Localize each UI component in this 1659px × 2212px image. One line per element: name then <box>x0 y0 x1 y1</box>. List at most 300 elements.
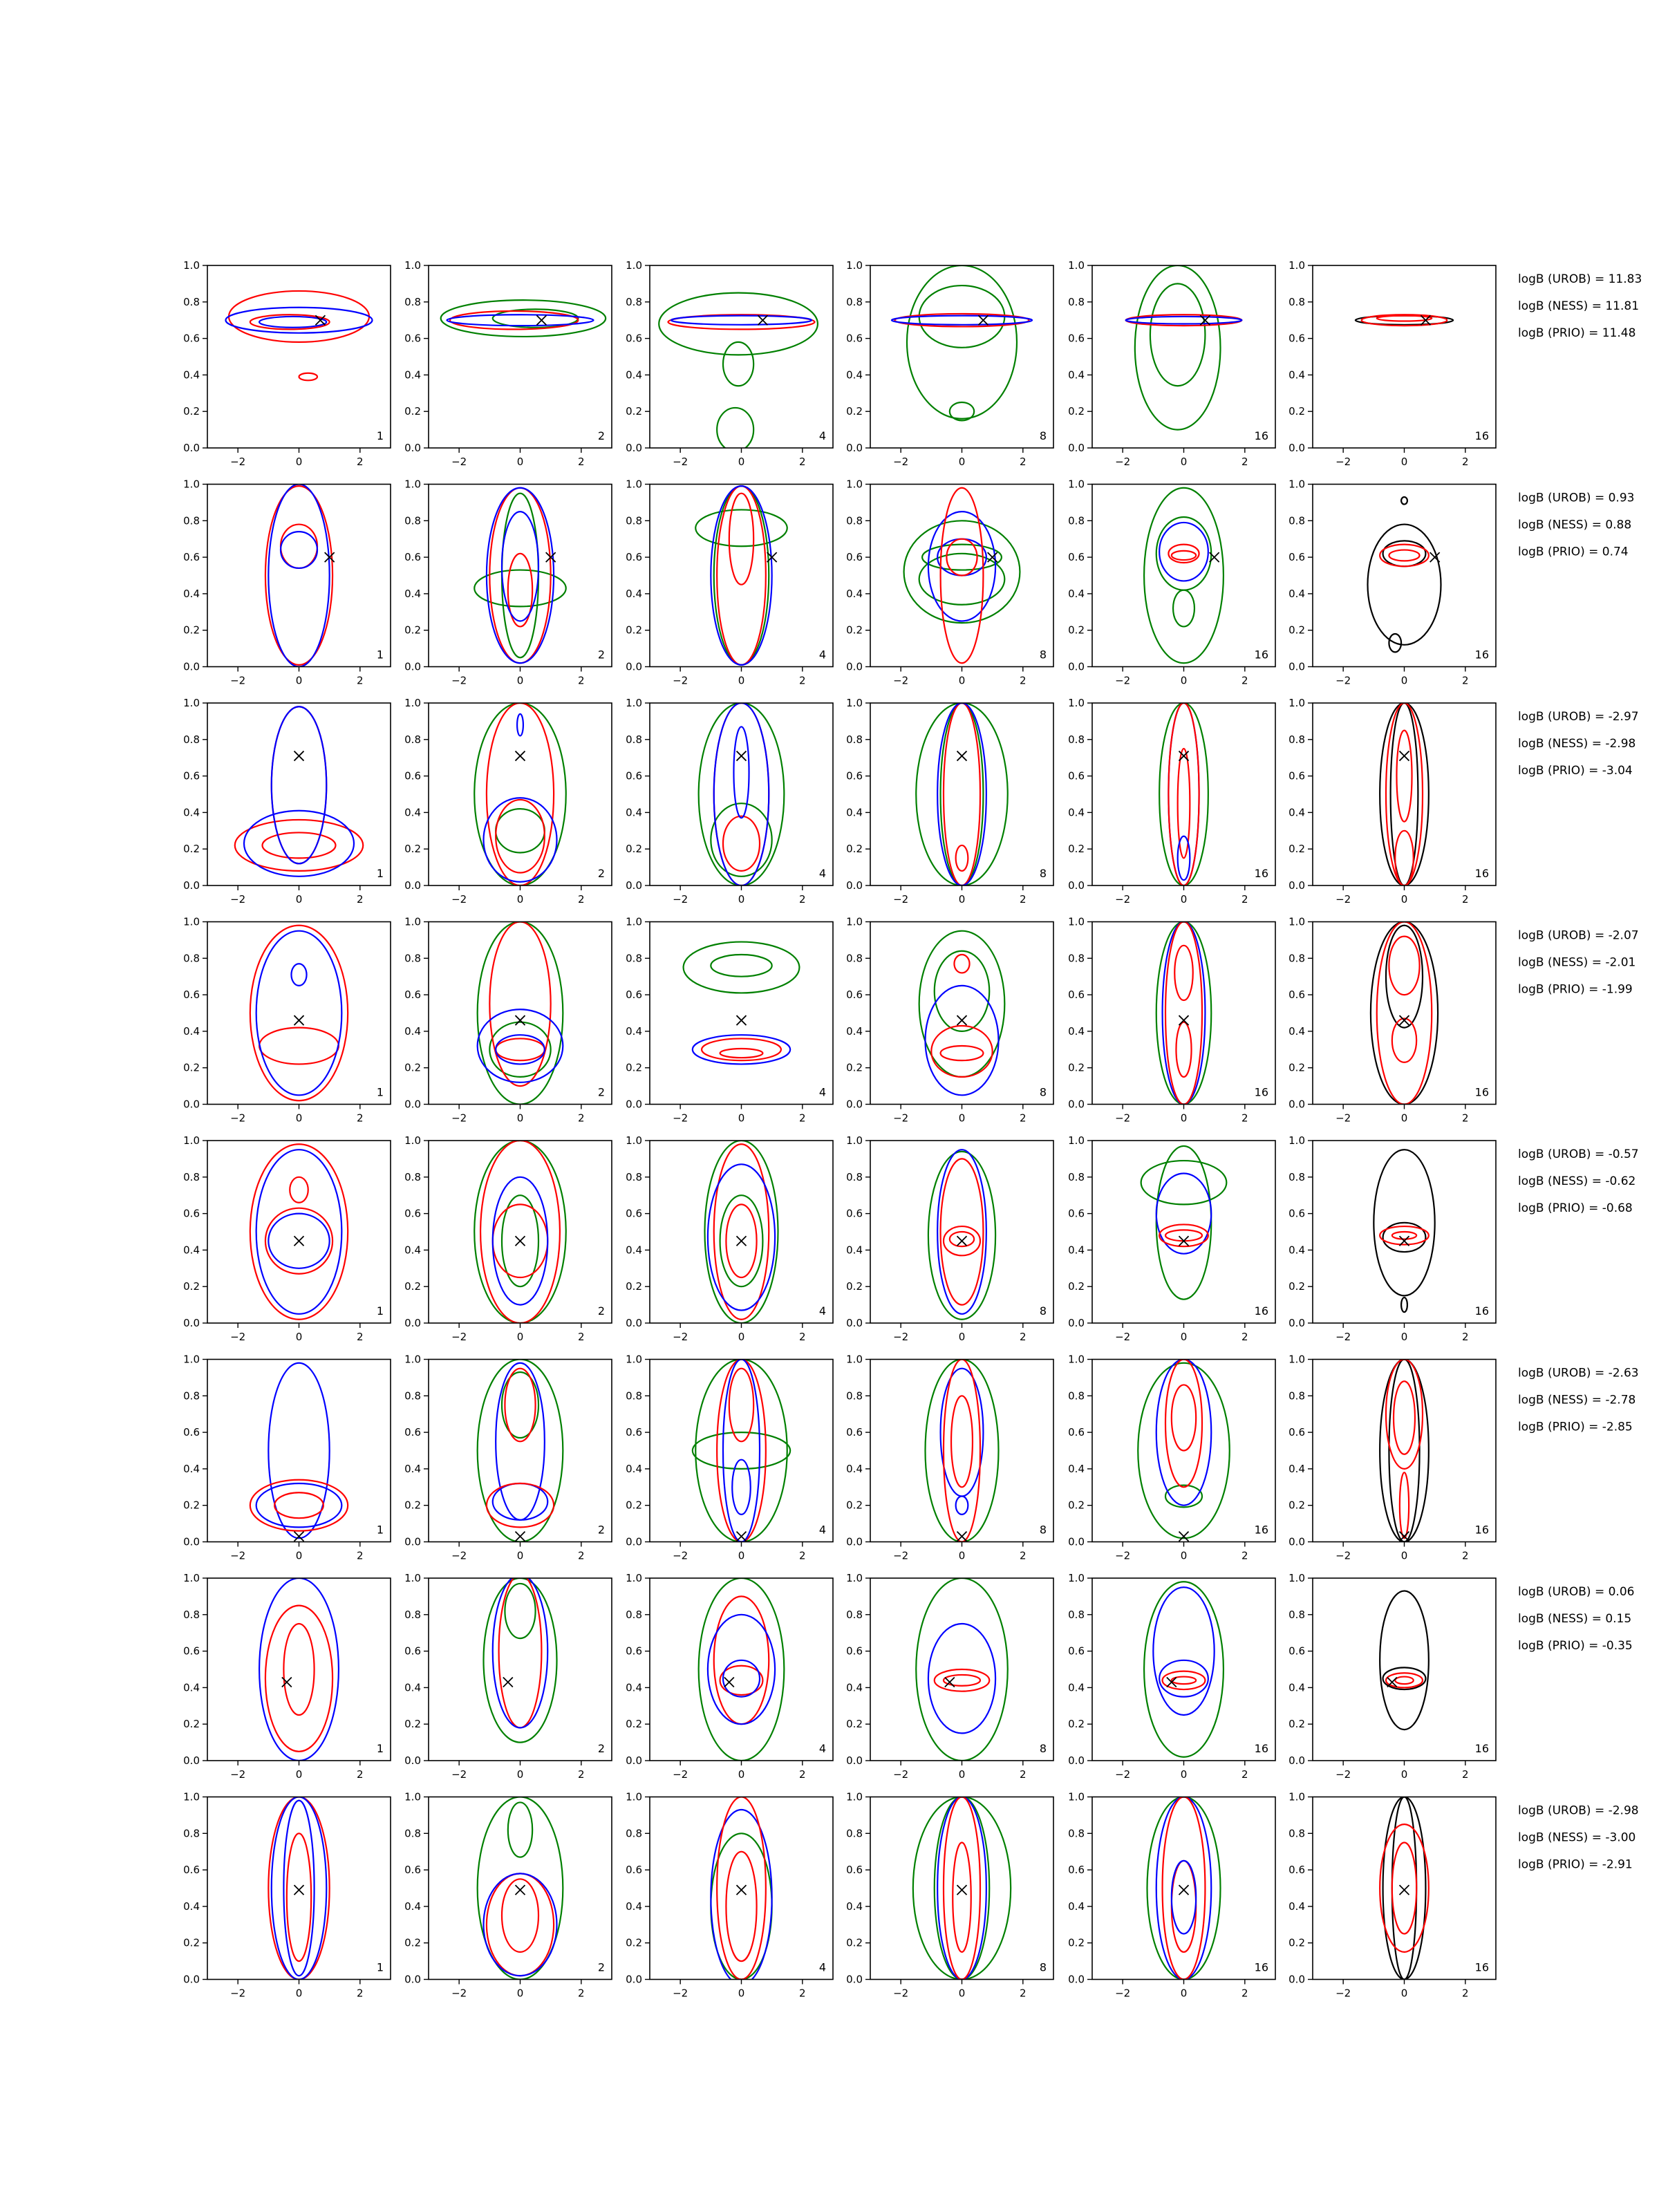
contour-blue <box>733 727 749 818</box>
y-tick-label: 0.2 <box>1288 1061 1305 1074</box>
contour-green <box>705 1141 778 1323</box>
axes-frame <box>650 703 833 885</box>
contour-red <box>265 1606 332 1752</box>
y-tick-label: 1.0 <box>846 1134 863 1147</box>
logb-annotation: logB (UROB) = -2.07 <box>1518 928 1639 943</box>
y-tick-label: 0.4 <box>626 1900 642 1913</box>
y-tick-label: 1.0 <box>1288 1353 1305 1366</box>
x-tick-label: −2 <box>893 1768 909 1781</box>
x-tick-label: −2 <box>230 1549 246 1562</box>
x-tick-label: 2 <box>357 674 364 687</box>
logb-annotation: logB (UROB) = 0.06 <box>1518 1585 1635 1599</box>
y-tick-label: 0.2 <box>1288 624 1305 637</box>
contour-red <box>250 1480 348 1531</box>
y-tick-label: 0.2 <box>404 1280 421 1293</box>
y-tick-label: 0.8 <box>1068 1827 1085 1840</box>
x-tick-label: 0 <box>958 1112 966 1125</box>
contour-green <box>1144 488 1224 663</box>
contour-blue <box>1172 1861 1196 1934</box>
contour-group <box>1138 1359 1230 1538</box>
contour-group <box>1156 922 1212 1105</box>
y-tick-label: 0.6 <box>626 988 642 1002</box>
y-tick-label: 0.4 <box>1068 1462 1085 1475</box>
y-tick-label: 0.4 <box>1068 1024 1085 1038</box>
x-tick-label: 0 <box>516 674 524 687</box>
axes-frame <box>650 485 833 667</box>
subplot-panel <box>1068 1134 1275 1343</box>
axes-frame <box>870 703 1053 885</box>
y-tick-label: 0.0 <box>846 1317 863 1329</box>
axes-frame <box>207 922 391 1105</box>
y-tick-label: 0.4 <box>846 806 863 819</box>
contour-red <box>265 486 332 665</box>
x-tick-label: 2 <box>799 893 806 906</box>
y-tick-label: 0.0 <box>626 879 642 892</box>
y-tick-label: 0.6 <box>404 769 421 782</box>
true-value-marker <box>737 1532 747 1541</box>
true-value-marker <box>945 1677 955 1687</box>
contour-red <box>489 922 550 1087</box>
y-tick-label: 0.6 <box>1068 1864 1085 1877</box>
logb-annotation: logB (PRIO) = -0.35 <box>1518 1639 1633 1653</box>
y-tick-label: 1.0 <box>404 915 421 928</box>
x-tick-label: −2 <box>451 893 467 906</box>
x-tick-label: 2 <box>357 1768 364 1781</box>
contour-red <box>1377 922 1432 1105</box>
logb-annotation: logB (PRIO) = -2.85 <box>1518 1420 1633 1434</box>
contour-red <box>283 1624 314 1715</box>
x-tick-label: −2 <box>1335 1331 1351 1343</box>
contour-group <box>1380 1797 1429 1980</box>
y-tick-label: 0.0 <box>1288 1535 1305 1548</box>
contour-green <box>1156 1146 1212 1300</box>
contour-green <box>695 509 787 546</box>
contour-red <box>714 1144 769 1319</box>
axes-frame <box>207 1797 391 1980</box>
y-tick-label: 0.8 <box>183 1389 200 1403</box>
subplot-panel <box>626 1572 833 1781</box>
contour-black <box>1386 926 1423 1028</box>
y-tick-label: 0.2 <box>183 624 200 637</box>
contour-red <box>1389 937 1419 995</box>
x-tick-label: 2 <box>357 456 364 468</box>
x-tick-label: 2 <box>799 674 806 687</box>
y-tick-label: 1.0 <box>183 1790 200 1803</box>
subplot-panel <box>1288 697 1496 906</box>
y-tick-label: 0.4 <box>846 1900 863 1913</box>
subplot-panel <box>1068 916 1275 1125</box>
contour-red <box>950 1232 974 1246</box>
contour-group <box>478 922 563 1105</box>
y-tick-label: 0.4 <box>183 1024 200 1038</box>
true-value-marker <box>737 1236 747 1246</box>
panel-label: 1 <box>376 1304 384 1318</box>
contour-red <box>720 1666 763 1695</box>
logb-annotation: logB (NESS) = -0.62 <box>1518 1174 1636 1188</box>
contour-red <box>489 488 550 663</box>
contour-red <box>1389 550 1419 561</box>
y-tick-label: 0.0 <box>846 1973 863 1986</box>
contour-green <box>711 803 771 877</box>
logb-annotation: logB (NESS) = -2.98 <box>1518 737 1636 751</box>
true-value-marker <box>1400 1885 1409 1895</box>
y-tick-label: 1.0 <box>626 478 642 491</box>
y-tick-label: 0.0 <box>1288 1754 1305 1767</box>
contour-blue <box>708 1615 775 1724</box>
x-tick-label: 0 <box>516 1549 524 1562</box>
subplot-panel <box>846 1791 1053 2000</box>
y-tick-label: 0.0 <box>404 1098 421 1111</box>
y-tick-label: 0.6 <box>1288 332 1305 345</box>
panel-label: 8 <box>1039 648 1047 662</box>
x-tick-label: 0 <box>958 674 966 687</box>
x-tick-label: 0 <box>1180 1987 1188 2000</box>
x-tick-label: 0 <box>738 893 745 906</box>
contour-blue <box>291 964 306 986</box>
x-tick-label: −2 <box>1335 674 1351 687</box>
true-value-marker <box>957 1236 967 1246</box>
panel-label: 16 <box>1474 1085 1489 1099</box>
contour-green <box>684 942 800 993</box>
subplot-panel <box>404 1134 612 1343</box>
y-tick-label: 0.8 <box>626 1170 642 1183</box>
contour-black <box>1389 1360 1419 1542</box>
y-tick-label: 0.4 <box>404 1244 421 1257</box>
y-tick-label: 1.0 <box>846 478 863 491</box>
contour-red <box>1395 831 1414 885</box>
y-tick-label: 0.2 <box>626 1718 642 1731</box>
contour-green <box>1144 1582 1224 1756</box>
true-value-marker <box>1179 1015 1189 1025</box>
contour-green <box>502 494 538 658</box>
contour-group <box>659 293 818 452</box>
y-tick-label: 0.4 <box>1068 368 1085 382</box>
x-tick-label: −2 <box>451 1768 467 1781</box>
contour-blue <box>711 486 771 665</box>
panel-label: 1 <box>376 648 384 662</box>
axes-frame <box>1313 1578 1496 1761</box>
x-tick-label: −2 <box>673 1768 688 1781</box>
x-tick-label: 0 <box>738 1112 745 1125</box>
y-tick-label: 0.4 <box>1068 806 1085 819</box>
contour-blue <box>484 798 557 881</box>
contour-green <box>1173 590 1194 627</box>
panel-label: 4 <box>818 648 826 662</box>
y-tick-label: 0.8 <box>626 1608 642 1621</box>
y-tick-label: 0.8 <box>404 295 421 308</box>
y-tick-label: 0.6 <box>1068 551 1085 564</box>
y-tick-label: 0.8 <box>626 1389 642 1403</box>
contour-blue <box>281 532 317 568</box>
x-tick-label: 0 <box>738 1987 745 2000</box>
x-tick-label: −2 <box>673 893 688 906</box>
axes-frame <box>1092 485 1275 667</box>
contour-blue <box>928 1624 995 1733</box>
y-tick-label: 0.4 <box>404 806 421 819</box>
y-tick-label: 0.8 <box>183 295 200 308</box>
logb-annotation: logB (PRIO) = -0.68 <box>1518 1201 1633 1215</box>
contour-green <box>441 300 606 337</box>
contour-green <box>693 1432 790 1469</box>
true-value-marker <box>516 1236 525 1246</box>
contour-blue <box>268 485 329 667</box>
contour-group <box>1380 1360 1429 1542</box>
contour-green <box>919 554 1005 605</box>
true-value-marker <box>503 1677 513 1687</box>
subplot-panel <box>626 259 833 468</box>
x-tick-label: 0 <box>738 456 745 468</box>
y-tick-label: 1.0 <box>626 1353 642 1366</box>
x-tick-label: 2 <box>799 1112 806 1125</box>
y-tick-label: 0.0 <box>1288 442 1305 454</box>
panel-label: 16 <box>1254 1742 1268 1755</box>
panel-label: 8 <box>1039 1085 1047 1099</box>
y-tick-label: 1.0 <box>1068 697 1085 709</box>
axes-frame <box>650 1578 833 1761</box>
contour-group <box>1356 315 1453 326</box>
true-value-marker <box>737 751 747 761</box>
contour-black <box>1380 1360 1429 1542</box>
y-tick-label: 0.0 <box>846 1535 863 1548</box>
contour-red <box>496 1038 545 1060</box>
y-tick-label: 0.0 <box>626 1754 642 1767</box>
y-tick-label: 0.0 <box>626 1317 642 1329</box>
x-tick-label: 0 <box>295 1331 303 1343</box>
y-tick-label: 0.2 <box>1068 1936 1085 1949</box>
contour-blue <box>493 1483 548 1520</box>
figure-row <box>183 478 1634 687</box>
contour-group <box>1147 1797 1221 1980</box>
y-tick-label: 0.6 <box>1288 769 1305 782</box>
y-tick-label: 0.2 <box>404 1936 421 1949</box>
contour-red <box>1392 1232 1416 1239</box>
x-tick-label: 2 <box>1020 1768 1027 1781</box>
contour-group <box>1126 265 1242 430</box>
true-value-marker <box>1400 1532 1409 1541</box>
x-tick-label: 2 <box>578 1331 585 1343</box>
x-tick-label: 0 <box>1400 1987 1408 2000</box>
contour-group <box>250 1363 348 1538</box>
contour-blue <box>671 316 812 325</box>
contour-blue <box>487 488 554 663</box>
logb-annotation: logB (UROB) = 0.93 <box>1518 491 1635 505</box>
contour-green <box>922 545 1002 570</box>
contour-green <box>1156 517 1212 590</box>
contour-green <box>474 1141 566 1323</box>
subplot-panel <box>846 478 1053 687</box>
panel-label: 1 <box>376 1085 384 1099</box>
y-tick-label: 0.0 <box>1288 660 1305 673</box>
x-tick-label: −2 <box>893 1987 909 2000</box>
contour-red <box>953 1843 971 1952</box>
figure-row <box>183 1572 1634 1781</box>
x-tick-label: 2 <box>799 1331 806 1343</box>
x-tick-label: 2 <box>1241 1987 1248 2000</box>
y-tick-label: 0.0 <box>1068 1317 1085 1329</box>
y-tick-label: 0.2 <box>626 843 642 856</box>
y-tick-label: 0.2 <box>1068 1718 1085 1731</box>
axes-frame <box>207 485 391 667</box>
x-tick-label: 2 <box>1462 1549 1469 1562</box>
contour-red <box>1159 1224 1208 1246</box>
contour-green <box>714 486 769 665</box>
panel-label: 8 <box>1039 1523 1047 1537</box>
y-tick-label: 0.8 <box>404 733 421 746</box>
contour-red <box>954 955 969 973</box>
panel-label: 4 <box>818 1742 826 1755</box>
contour-red <box>263 832 336 858</box>
true-value-marker <box>294 1015 304 1025</box>
logb-annotation: logB (PRIO) = 11.48 <box>1518 326 1636 340</box>
y-tick-label: 0.8 <box>183 1170 200 1183</box>
y-tick-label: 0.2 <box>1288 843 1305 856</box>
x-tick-label: −2 <box>893 456 909 468</box>
x-tick-label: 0 <box>1400 1768 1408 1781</box>
y-tick-label: 1.0 <box>846 1790 863 1803</box>
x-tick-label: 0 <box>295 456 303 468</box>
y-tick-label: 1.0 <box>183 259 200 272</box>
y-tick-label: 0.6 <box>626 769 642 782</box>
y-tick-label: 0.2 <box>626 1936 642 1949</box>
y-tick-label: 0.4 <box>183 1681 200 1694</box>
y-tick-label: 0.6 <box>846 332 863 345</box>
y-tick-label: 1.0 <box>1288 1572 1305 1584</box>
subplot-panel <box>626 1791 833 2000</box>
contour-red <box>941 1046 984 1060</box>
x-tick-label: 2 <box>1241 1549 1248 1562</box>
x-tick-label: 0 <box>958 1987 966 2000</box>
x-tick-label: 0 <box>738 674 745 687</box>
axes-frame <box>650 1797 833 1980</box>
y-tick-label: 0.0 <box>183 1973 200 1986</box>
contour-group <box>1144 1582 1224 1756</box>
contour-red <box>487 703 554 885</box>
x-tick-label: 2 <box>1462 1112 1469 1125</box>
y-tick-label: 0.2 <box>626 1061 642 1074</box>
x-tick-label: 0 <box>1180 1331 1188 1343</box>
logb-annotation: logB (PRIO) = 0.74 <box>1518 545 1629 559</box>
panel-label: 2 <box>597 867 605 880</box>
x-tick-label: 2 <box>1020 1549 1027 1562</box>
contour-green <box>474 703 566 885</box>
contour-group <box>916 1578 1008 1761</box>
subplot-panel <box>626 1134 833 1343</box>
y-tick-label: 1.0 <box>183 1572 200 1584</box>
panel-label: 16 <box>1474 648 1489 662</box>
true-value-marker <box>1179 1532 1189 1541</box>
subplot-panel <box>1288 1134 1496 1343</box>
subplot-panel <box>1068 1572 1275 1781</box>
x-tick-label: 0 <box>295 1768 303 1781</box>
contour-red <box>499 1575 542 1728</box>
y-tick-label: 0.4 <box>846 1681 863 1694</box>
x-tick-label: −2 <box>451 674 467 687</box>
y-tick-label: 0.8 <box>183 1608 200 1621</box>
y-tick-label: 0.0 <box>183 660 200 673</box>
y-tick-label: 0.4 <box>846 368 863 382</box>
y-tick-label: 0.6 <box>626 1426 642 1439</box>
y-tick-label: 1.0 <box>1068 1572 1085 1584</box>
y-tick-label: 0.2 <box>846 1499 863 1512</box>
y-tick-label: 0.4 <box>404 1681 421 1694</box>
panel-label: 4 <box>818 867 826 880</box>
y-tick-label: 0.2 <box>846 405 863 418</box>
y-tick-label: 0.0 <box>183 1098 200 1111</box>
contour-red <box>1172 1385 1196 1450</box>
subplot-panel <box>1068 259 1275 468</box>
subplot-panel <box>1288 1353 1496 1562</box>
contour-red <box>956 845 968 871</box>
y-tick-label: 0.4 <box>1288 587 1305 600</box>
y-tick-label: 1.0 <box>404 259 421 272</box>
contour-green <box>1150 283 1206 386</box>
contour-group <box>919 931 1005 1096</box>
contour-blue <box>892 316 1032 325</box>
y-tick-label: 0.2 <box>626 405 642 418</box>
x-tick-label: 0 <box>1180 674 1188 687</box>
axes-frame <box>1092 1141 1275 1323</box>
contour-black <box>1371 922 1438 1105</box>
x-tick-label: −2 <box>1335 456 1351 468</box>
contour-green <box>699 1578 785 1761</box>
y-tick-label: 0.4 <box>1288 1024 1305 1038</box>
x-tick-label: −2 <box>451 1987 467 2000</box>
panel-label: 2 <box>597 1960 605 1974</box>
x-tick-label: 0 <box>958 1768 966 1781</box>
panel-label: 4 <box>818 1304 826 1318</box>
x-tick-label: 0 <box>1180 1768 1188 1781</box>
contour-red <box>1394 1381 1415 1454</box>
subplot-panel <box>404 478 612 687</box>
y-tick-label: 0.2 <box>183 1061 200 1074</box>
y-tick-label: 0.0 <box>183 1317 200 1329</box>
y-tick-label: 0.8 <box>626 514 642 527</box>
contour-red <box>1165 1230 1202 1241</box>
y-tick-label: 0.8 <box>846 952 863 965</box>
logb-annotation: logB (PRIO) = -3.04 <box>1518 764 1633 778</box>
subplot-panel <box>404 916 612 1125</box>
contour-red <box>935 1669 990 1691</box>
x-tick-label: 2 <box>578 456 585 468</box>
logb-annotation: logB (NESS) = -3.00 <box>1518 1830 1636 1845</box>
contour-red <box>287 1833 311 1961</box>
panel-label: 16 <box>1474 429 1489 442</box>
y-tick-label: 1.0 <box>404 478 421 491</box>
y-tick-label: 0.4 <box>404 1462 421 1475</box>
y-tick-label: 0.6 <box>1288 551 1305 564</box>
y-tick-label: 0.6 <box>846 1426 863 1439</box>
contour-red <box>720 1049 763 1058</box>
contour-group <box>1159 703 1208 885</box>
contour-red <box>496 800 545 873</box>
axes-frame <box>429 1141 612 1323</box>
x-tick-label: 0 <box>1400 1331 1408 1343</box>
panel-label: 2 <box>597 1523 605 1537</box>
panel-label: 8 <box>1039 1960 1047 1974</box>
contour-red <box>1380 1226 1429 1244</box>
x-tick-label: 0 <box>958 1331 966 1343</box>
contour-group <box>684 942 800 1065</box>
panel-label: 8 <box>1039 867 1047 880</box>
x-tick-label: 0 <box>958 893 966 906</box>
y-tick-label: 0.6 <box>846 1864 863 1877</box>
y-tick-label: 1.0 <box>846 915 863 928</box>
true-value-marker <box>516 1015 525 1025</box>
contour-red <box>259 1028 339 1065</box>
y-tick-label: 0.8 <box>1288 1389 1305 1403</box>
subplot-panel <box>1288 1572 1496 1781</box>
x-tick-label: 0 <box>1400 893 1408 906</box>
